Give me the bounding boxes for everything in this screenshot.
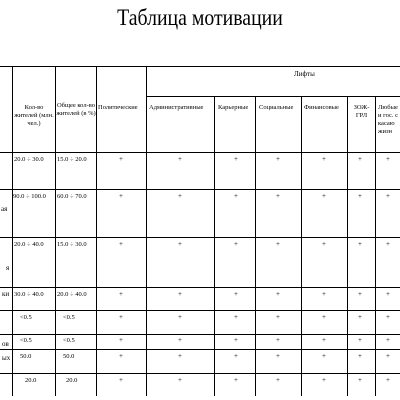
- cell-mark: +: [386, 240, 390, 248]
- cell-mark: +: [119, 352, 123, 360]
- cell-mark: +: [276, 352, 280, 360]
- table-rule: [146, 96, 400, 97]
- cell-mark: +: [358, 240, 362, 248]
- cell-mark: +: [178, 352, 182, 360]
- cell-mark: +: [276, 376, 280, 384]
- cell-mark: +: [119, 376, 123, 384]
- cell-mark: +: [386, 336, 390, 344]
- cell-share: 15.0 ÷ 20.0: [57, 156, 87, 163]
- cell-mark: +: [386, 192, 390, 200]
- cell-share: <0.5: [63, 337, 75, 344]
- table-rule: [0, 287, 400, 288]
- cell-mark: +: [358, 290, 362, 298]
- cell-residents: 20.0 ÷ 30.0: [14, 156, 44, 163]
- cell-share: 20.0: [66, 377, 78, 384]
- cell-mark: +: [119, 192, 123, 200]
- table-rule: [0, 66, 400, 67]
- cell-mark: +: [178, 290, 182, 298]
- table-rule: [0, 373, 400, 374]
- cell-mark: +: [234, 313, 238, 321]
- cell-mark: +: [234, 240, 238, 248]
- table-rule: [0, 310, 400, 311]
- table-rule: [214, 96, 215, 396]
- cell-mark: +: [322, 240, 326, 248]
- cell-mark: +: [178, 336, 182, 344]
- cell-mark: +: [119, 155, 123, 163]
- header-share: Общее кол-во жителей (в %): [56, 102, 96, 117]
- cell-mark: +: [322, 313, 326, 321]
- cell-mark: +: [234, 155, 238, 163]
- cell-mark: +: [276, 336, 280, 344]
- header-healthy: ЗОЖ-ГРЛ: [353, 104, 370, 119]
- header-political: Политические: [98, 104, 138, 111]
- cell-residents: 50.0: [20, 353, 32, 360]
- cell-mark: +: [358, 336, 362, 344]
- header-residents: Кол-во жителей (млн. чел.): [14, 104, 54, 127]
- cell-mark: +: [386, 376, 390, 384]
- table-rule: [96, 66, 97, 396]
- cell-mark: +: [358, 155, 362, 163]
- cell-mark: +: [234, 192, 238, 200]
- cell-mark: +: [178, 240, 182, 248]
- cell-share: <0.5: [63, 314, 75, 321]
- cell-mark: +: [386, 352, 390, 360]
- cell-residents: 30.0 ÷ 40.0: [14, 291, 44, 298]
- table-rule: [0, 189, 400, 190]
- row-label-fragment: ая: [1, 205, 8, 213]
- cell-mark: +: [119, 336, 123, 344]
- table-rule: [0, 237, 400, 238]
- table-rule: [0, 334, 400, 335]
- cell-mark: +: [119, 240, 123, 248]
- cell-mark: +: [178, 192, 182, 200]
- row-label-fragment: ов: [2, 340, 9, 348]
- cell-mark: +: [358, 192, 362, 200]
- row-label-fragment: ки: [2, 290, 10, 298]
- table-rule: [146, 66, 147, 396]
- cell-mark: +: [178, 313, 182, 321]
- cell-mark: +: [276, 290, 280, 298]
- cell-mark: +: [234, 290, 238, 298]
- cell-mark: +: [322, 155, 326, 163]
- cell-share: 20.0 ÷ 40.0: [57, 291, 87, 298]
- header-last: Любые и гос. с касаю жизн: [378, 104, 399, 135]
- cell-mark: +: [322, 352, 326, 360]
- table-rule: [0, 152, 400, 153]
- row-label-fragment: я: [6, 264, 10, 272]
- cell-residents: <0.5: [20, 337, 32, 344]
- cell-mark: +: [119, 313, 123, 321]
- cell-mark: +: [234, 376, 238, 384]
- cell-mark: +: [358, 376, 362, 384]
- row-label-fragment: ых: [2, 354, 11, 362]
- cell-mark: +: [234, 352, 238, 360]
- cell-mark: +: [178, 155, 182, 163]
- cell-share: 15.0 ÷ 30.0: [57, 241, 87, 248]
- cell-mark: +: [276, 313, 280, 321]
- cell-mark: +: [322, 192, 326, 200]
- table-rule: [347, 96, 348, 396]
- cell-mark: +: [322, 290, 326, 298]
- cell-mark: +: [386, 155, 390, 163]
- table-rule: [0, 349, 400, 350]
- cell-mark: +: [119, 290, 123, 298]
- table-rule: [375, 96, 376, 396]
- header-financial: Финансовые: [304, 104, 339, 111]
- cell-mark: +: [358, 352, 362, 360]
- cell-share: 50.0: [63, 353, 75, 360]
- cell-residents: <0.5: [20, 314, 32, 321]
- cell-mark: +: [276, 155, 280, 163]
- cell-mark: +: [276, 240, 280, 248]
- cell-mark: +: [276, 192, 280, 200]
- motivation-table: [0, 66, 400, 396]
- cell-mark: +: [358, 313, 362, 321]
- table-rule: [255, 96, 256, 396]
- cell-residents: 90.0 ÷ 100.0: [13, 193, 46, 200]
- cell-mark: +: [322, 376, 326, 384]
- group-header-lifts: Лифты: [294, 70, 315, 78]
- header-social: Социальные: [259, 104, 294, 111]
- header-administrative: Административные: [149, 104, 204, 111]
- cell-mark: +: [386, 290, 390, 298]
- cell-mark: +: [322, 336, 326, 344]
- cell-residents: 20.0 ÷ 40.0: [14, 241, 44, 248]
- header-career: Карьерные: [218, 104, 249, 111]
- cell-mark: +: [386, 313, 390, 321]
- cell-share: 60.0 ÷ 70.0: [57, 193, 87, 200]
- cell-residents: 20.0: [25, 377, 37, 384]
- document-title: Таблица мотивации: [117, 5, 283, 30]
- cell-mark: +: [234, 336, 238, 344]
- table-rule: [301, 96, 302, 396]
- cell-mark: +: [178, 376, 182, 384]
